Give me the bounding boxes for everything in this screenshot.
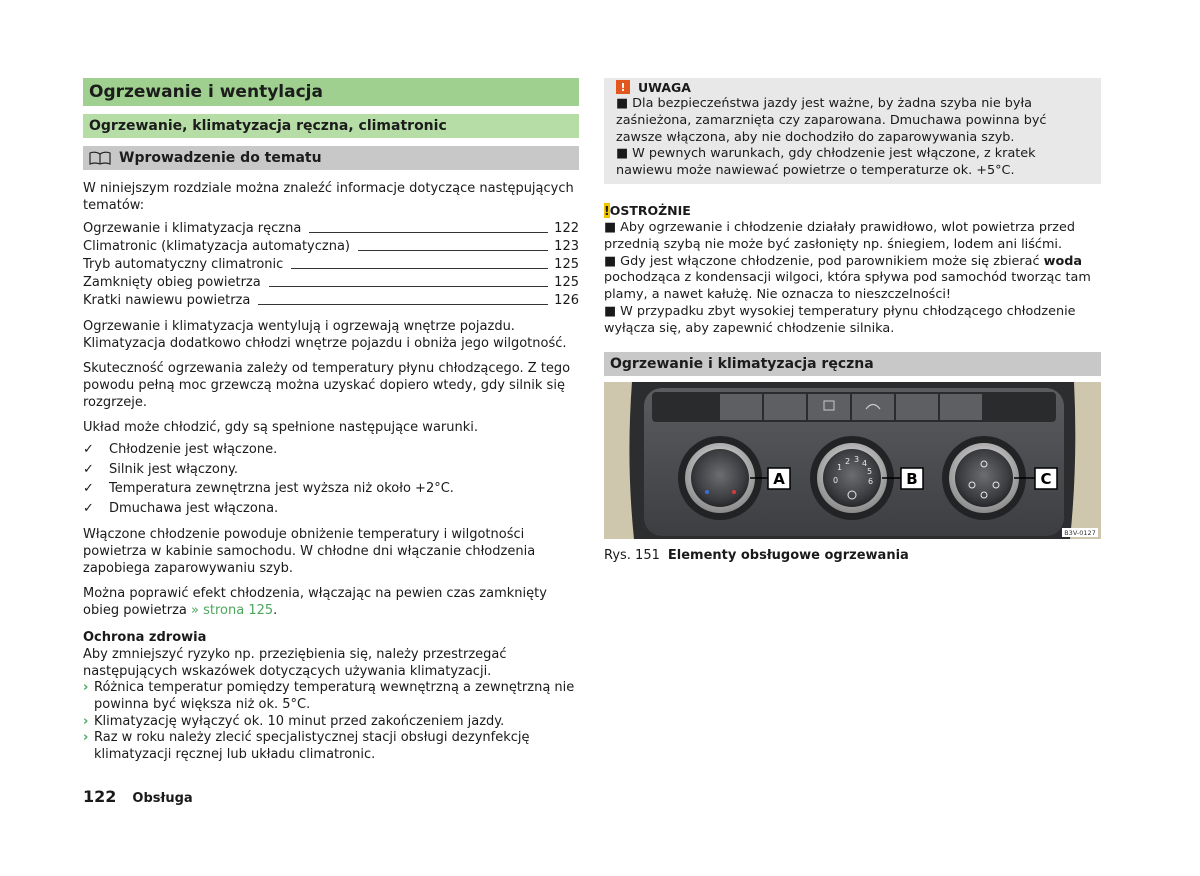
- caution-title-label: OSTROŻNIE: [609, 203, 691, 219]
- recirculation-button[interactable]: [852, 394, 894, 420]
- page-footer: [83, 787, 193, 806]
- health-list: [83, 680, 579, 764]
- toc-page: 125: [554, 257, 579, 272]
- paragraph: Układ może chłodzić, gdy są spełnione następujące warunki.: [83, 420, 479, 435]
- caution-block: [604, 202, 1101, 338]
- list-item-text: Temperatura zewnętrzna jest wyższa niż około +2°C.: [109, 481, 454, 496]
- panel-button[interactable]: [720, 394, 762, 420]
- intro-text: W niniejszym rozdziale można znaleźć informacje dotyczące następujących tematów:: [83, 181, 574, 213]
- toc-row[interactable]: [83, 256, 579, 274]
- chapter-heading: Ogrzewanie i wentylacja: [83, 78, 579, 106]
- figure-code: B3V-0127: [1064, 528, 1096, 537]
- fan-digit: 2: [845, 456, 851, 466]
- caution-icon: !: [604, 203, 610, 219]
- figure-caption: [604, 548, 1101, 563]
- toc-title: Ogrzewanie i klimatyzacja ręczna: [83, 221, 302, 236]
- check-icon: ✓: [83, 481, 94, 496]
- callout-label: C: [1040, 469, 1052, 488]
- subsection-heading: Ogrzewanie i klimatyzacja ręczna: [604, 352, 1101, 376]
- toc-title: Kratki nawiewu powietrza: [83, 293, 251, 308]
- caution-text: ■ Gdy jest włączone chłodzenie, pod parownikiem może się zbierać: [604, 253, 1044, 269]
- caution-item: [604, 254, 1101, 304]
- caution-text: pochodząca z kondensacji wilgoci, która spływa pod samochód tworząc tam plamy, a nawet kałużę. Nie oznacza to nieszczelności!: [604, 270, 1091, 303]
- caution-bold: woda: [1043, 253, 1083, 269]
- left-column: [83, 78, 579, 764]
- list-item-text: Różnica temperatur pomiędzy temperaturą wewnętrzną a zewnętrzną nie powinna być większa niż ok. 5°C.: [94, 680, 575, 712]
- fan-digit: 6: [868, 476, 874, 486]
- fan-digit: 5: [867, 466, 873, 476]
- toc-leader: [309, 232, 548, 233]
- list-item: [83, 714, 579, 731]
- chevron-right-icon: ›: [83, 713, 89, 729]
- panel-button[interactable]: [896, 394, 938, 420]
- conditions-list: [83, 440, 579, 518]
- check-icon: ✓: [83, 461, 94, 477]
- toc-title: Tryb automatyczny climatronic: [83, 257, 284, 272]
- list-item-text: Chłodzenie jest włączone.: [109, 442, 278, 457]
- toc-page: 126: [554, 293, 579, 308]
- dashboard-illustration: [604, 382, 1101, 539]
- footer-section: Obsługa: [132, 791, 193, 806]
- toc-title: Climatronic (klimatyzacja automatyczna): [83, 239, 350, 254]
- cold-marker: [705, 490, 709, 494]
- caution-item: ■ W przypadku zbyt wysokiej temperatury płynu chłodzącego chłodzenie wyłącza się, aby zapewnić chłodzenie silnika.: [604, 303, 1076, 336]
- rear-defrost-button[interactable]: [808, 394, 850, 420]
- callout-label: B: [906, 469, 918, 488]
- toc-leader: [269, 286, 548, 287]
- paragraph: Ogrzewanie i klimatyzacja wentylują i ogrzewają wnętrze pojazdu. Klimatyzacja dodatkowo chłodzi wnętrze pojazdu i obniża jego wilgotność.: [83, 319, 567, 351]
- list-item: [83, 460, 579, 480]
- paragraph-end: .: [273, 603, 278, 618]
- health-heading: Ochrona zdrowia: [83, 630, 207, 645]
- list-item: [83, 730, 579, 764]
- topic-heading-label: Wprowadzenie do tematu: [119, 150, 322, 166]
- list-item-text: Raz w roku należy zlecić specjalistycznej stacji obsługi dezynfekcję klimatyzacji ręcznej lub układu climatronic.: [94, 730, 530, 763]
- panel-button[interactable]: [940, 394, 982, 420]
- toc-leader: [258, 304, 548, 305]
- list-item-text: Silnik jest włączony.: [109, 461, 239, 477]
- fan-digit: 1: [837, 462, 843, 472]
- page-link[interactable]: » strona 125: [191, 603, 274, 618]
- check-icon: ✓: [83, 442, 94, 457]
- toc-leader: [291, 268, 548, 269]
- toc-title: Zamknięty obieg powietrza: [83, 275, 261, 290]
- paragraph-text: Można poprawić efekt chłodzenia, włączając na pewien czas zamknięty obieg powietrza: [83, 586, 547, 618]
- chevron-right-icon: ›: [83, 730, 89, 746]
- paragraph: Skuteczność ogrzewania zależy od temperatury płynu chłodzącego. Z tego powodu pełną moc grzewczą można uzyskać dopiero wtedy, gdy silnik się rozgrzeje.: [83, 361, 571, 410]
- page-number: 122: [83, 787, 117, 806]
- paragraph: [83, 585, 579, 619]
- paragraph: Włączone chłodzenie powoduje obniżenie temperatury i wilgotności powietrza w kabinie samochodu. W chłodne dni włączanie chłodzenia zapobiega zaparowywaniu szyb.: [83, 527, 536, 576]
- toc-row[interactable]: [83, 238, 579, 256]
- warning-title: [616, 78, 1089, 96]
- list-item: [83, 479, 579, 499]
- table-of-contents: [83, 220, 579, 310]
- fan-digit: 0: [833, 475, 839, 485]
- toc-page: 122: [554, 221, 579, 236]
- toc-row[interactable]: [83, 220, 579, 238]
- warning-box: [604, 78, 1101, 184]
- warning-item: ■ Dla bezpieczeństwa jazdy jest ważne, by żadna szyba nie była zaśnieżona, zamarznięta czy zaparowana. Dmuchawa powinna być zawsze włączona, aby nie dochodziło do zaparowywania szyb.: [616, 96, 1047, 145]
- panel-button[interactable]: [764, 394, 806, 420]
- check-icon: ✓: [83, 500, 94, 516]
- topic-heading: [83, 146, 579, 170]
- health-intro: Aby zmniejszyć ryzyko np. przeziębienia się, należy przestrzegać następujących wskazówek dotyczących używania klimatyzacji.: [83, 647, 507, 679]
- list-item: [83, 440, 579, 460]
- section-heading: Ogrzewanie, klimatyzacja ręczna, climatronic: [83, 114, 579, 138]
- toc-page: 125: [554, 275, 579, 290]
- caption-title: Elementy obsługowe ogrzewania: [667, 547, 909, 563]
- right-column: [604, 78, 1101, 563]
- toc-row[interactable]: [83, 274, 579, 292]
- fan-digit: 4: [862, 458, 868, 468]
- fan-digit: 3: [854, 454, 860, 464]
- book-icon: [89, 151, 111, 165]
- list-item: [83, 499, 579, 519]
- list-item-text: Klimatyzację wyłączyć ok. 10 minut przed zakończeniem jazdy.: [94, 713, 505, 729]
- list-item-text: Dmuchawa jest włączona.: [109, 500, 279, 516]
- toc-page: 123: [554, 239, 579, 254]
- caution-item: ■ Aby ogrzewanie i chłodzenie działały prawidłowo, wlot powietrza przed przednią szybą nie może być zasłonięty np. śniegiem, lodem ani liśćmi.: [604, 219, 1075, 252]
- warning-icon: !: [616, 80, 630, 94]
- callout-label: A: [773, 469, 785, 488]
- toc-row[interactable]: [83, 292, 579, 310]
- chevron-right-icon: ›: [83, 680, 89, 695]
- caption-label: Rys. 151: [604, 547, 660, 563]
- heating-controls-figure: [604, 382, 1101, 539]
- caution-title: [604, 202, 1101, 220]
- list-item: [83, 680, 579, 714]
- temperature-knob[interactable]: [691, 449, 749, 507]
- hot-marker: [732, 490, 736, 494]
- toc-leader: [358, 250, 548, 251]
- warning-title-label: UWAGA: [638, 79, 691, 95]
- warning-item: ■ W pewnych warunkach, gdy chłodzenie jest włączone, z kratek nawiewu może nawiewać powietrze o temperaturze ok. +5°C.: [616, 146, 1036, 179]
